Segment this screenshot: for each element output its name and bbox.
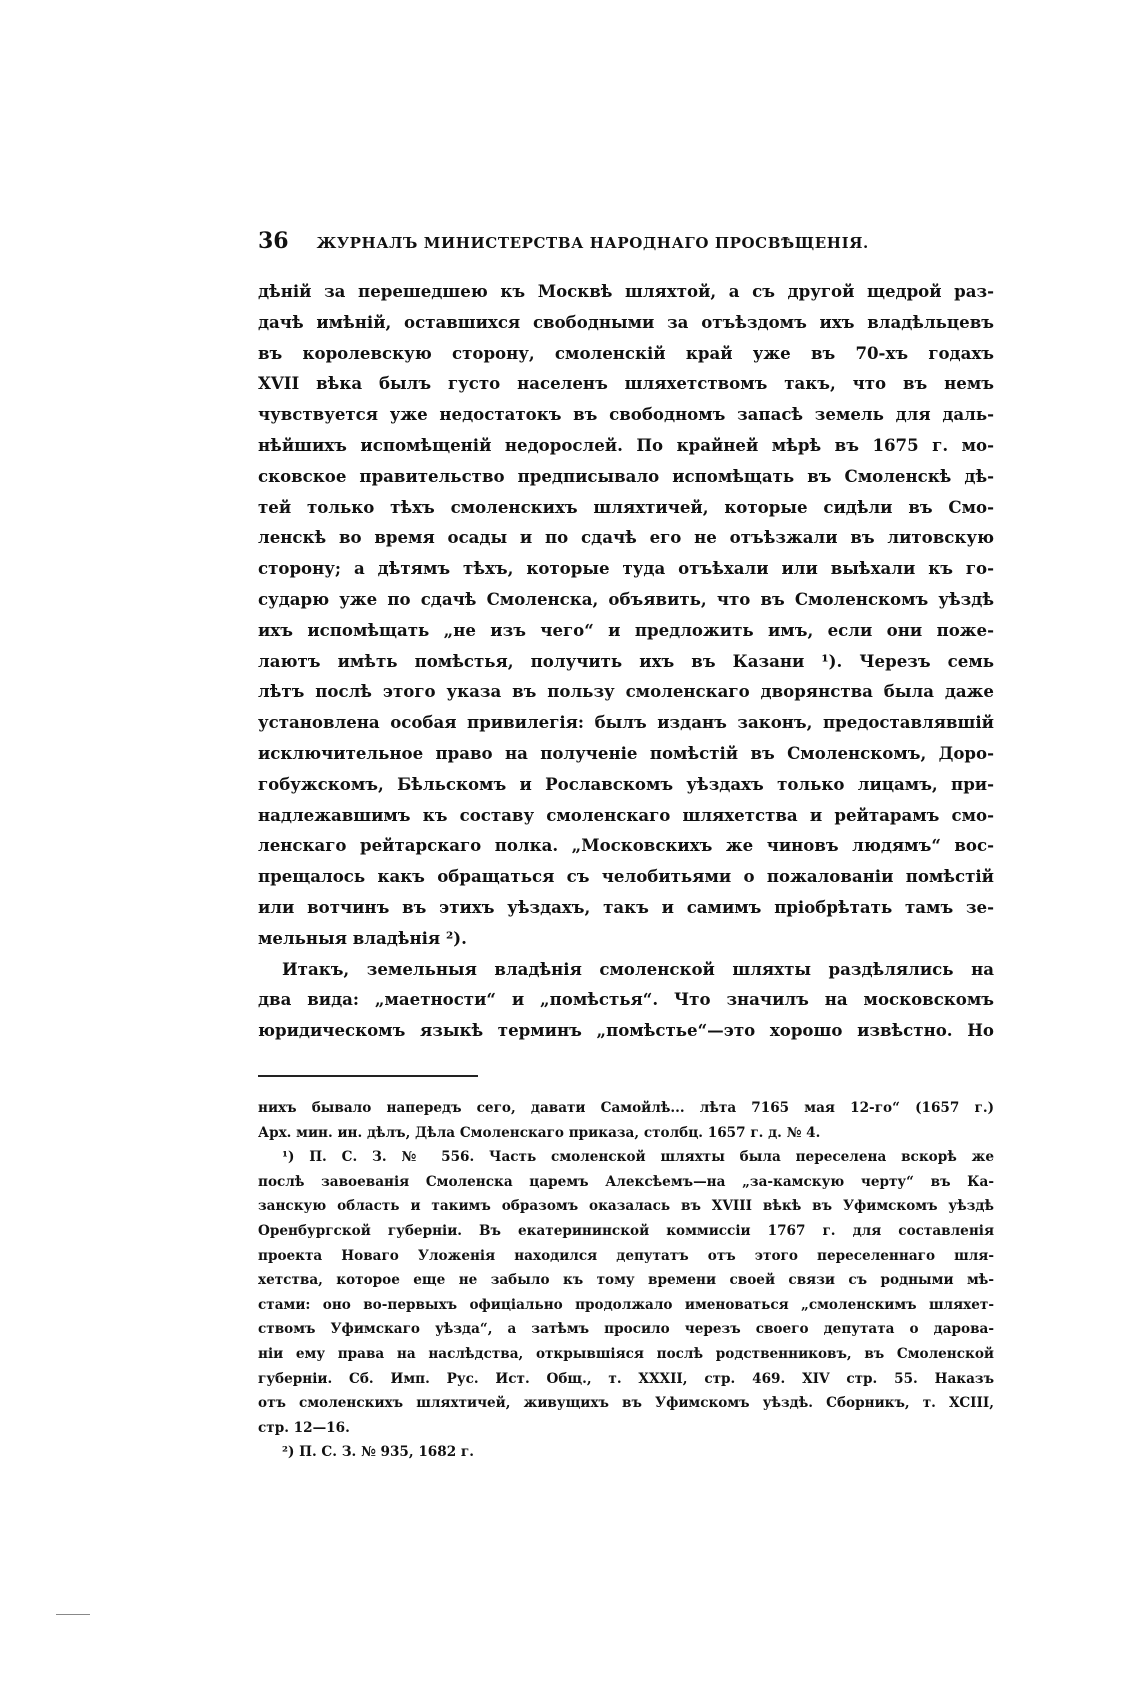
text-line: тей только тѣхъ смоленскихъ шляхтичей, которые сидѣли въ Смо-	[258, 496, 994, 517]
footnotes	[258, 1096, 994, 1465]
text-line: XVII вѣка былъ густо населенъ шляхетствомъ такъ, что въ немъ	[258, 373, 994, 394]
text-line: сударю уже по сдачѣ Смоленска, объявить, что въ Смоленскомъ уѣздѣ	[258, 588, 994, 609]
text-line: нѣйшихъ испомѣщеній недорослей. По крайней мѣрѣ въ 1675 г. мо-	[258, 434, 994, 455]
footnote-line: нихъ бывало напередъ сего, давати Самойлѣ... лѣта 7165 мая 12-го“ (1657 г.)	[258, 1100, 994, 1116]
text-line: юридическомъ языкѣ терминъ „помѣстье“—это хорошо извѣстно. Но	[258, 1020, 994, 1041]
footnote-line: Оренбургской губерніи. Въ екатерининской коммиссіи 1767 г. для составленія	[258, 1222, 994, 1239]
text-line: ихъ испомѣщать „не изъ чего“ и предложить имъ, если они поже-	[258, 619, 994, 640]
text-line: установлена особая привилегія: былъ изданъ законъ, предоставлявшій	[258, 712, 994, 733]
text-line: сковское правительство предписывало испомѣщать въ Смоленскѣ дѣ-	[258, 465, 994, 486]
text-line: въ королевскую сторону, смоленскій край уже въ 70-хъ годахъ	[258, 342, 994, 363]
text-line: гобужскомъ, Бѣльскомъ и Рославскомъ уѣздахъ только лицамъ, при-	[258, 773, 994, 794]
text-line: ленскѣ во время осады и по сдачѣ его не отъѣзжали въ литовскую	[258, 527, 994, 548]
scan-edge-mark	[56, 1614, 90, 1615]
text-line: прещалось какъ обращаться съ челобитьями о пожалованіи помѣстій	[258, 866, 994, 887]
text-line: или вотчинъ въ этихъ уѣздахъ, такъ и самимъ пріобрѣтать тамъ зе-	[258, 896, 994, 917]
footnote-line: ніи ему права на наслѣдства, открывшіяся послѣ родственниковъ, въ Смоленской	[258, 1345, 994, 1362]
footnote-line: ¹) П. С. З. № 556. Часть смоленской шляхты была переселена вскорѣ же	[282, 1149, 994, 1166]
footnote-line: послѣ завоеванія Смоленска царемъ Алексѣемъ—на „за-камскую черту“ въ Ка-	[258, 1173, 994, 1190]
text-line: мельныя владѣнія ²).	[258, 927, 467, 948]
text-line: ленскаго рейтарскаго полка. „Московскихъ же чиновъ людямъ“ вос-	[258, 835, 994, 856]
footnote-line: стами: оно во-первыхъ офиціально продолжало именоваться „смоленскимъ шляхет-	[258, 1296, 994, 1313]
page-header	[258, 228, 994, 262]
footnote-line: хетства, которое еще не забыло къ тому времени своей связи съ родными мѣ-	[258, 1272, 994, 1289]
text-line: лаютъ имѣть помѣстья, получить ихъ въ Казани ¹). Черезъ семь	[258, 650, 994, 671]
footnote-line: губерніи. Сб. Имп. Рус. Ист. Общ., т. XXXII, стр. 469. XIV стр. 55. Наказъ	[258, 1370, 994, 1387]
footnote-line: ²) П. С. З. № 935, 1682 г.	[282, 1444, 474, 1461]
page-number: 36	[258, 228, 289, 254]
text-line: дѣній за перешедшею къ Москвѣ шляхтой, а съ другой щедрой раз-	[258, 281, 994, 301]
main-text	[258, 276, 994, 1046]
footnote-line: проекта Новаго Уложенія находился депутатъ отъ этого переселеннаго шля-	[258, 1247, 994, 1264]
text-line: Итакъ, земельныя владѣнія смоленской шляхты раздѣлялись на	[282, 958, 994, 979]
footnote-line: ствомъ Уфимскаго уѣзда“, а затѣмъ просило черезъ своего депутата о дарова-	[258, 1321, 994, 1338]
footnote-line: занскую область и такимъ образомъ оказалась въ XVIII вѣкѣ въ Уфимскомъ уѣздѣ	[258, 1198, 994, 1215]
text-line: надлежавшимъ къ составу смоленскаго шляхетства и рейтарамъ смо-	[258, 804, 994, 825]
text-line: дачѣ имѣній, оставшихся свободными за отъѣздомъ ихъ владѣльцевъ	[258, 311, 994, 332]
text-line: два вида: „маетности“ и „помѣстья“. Что значилъ на московскомъ	[258, 989, 994, 1010]
running-title: ЖУРНАЛЪ МИНИСТЕРСТВА НАРОДНАГО ПРОСВѢЩЕНІЯ.	[316, 234, 869, 252]
footnote-line: стр. 12—16.	[258, 1419, 350, 1436]
text-line: лѣтъ послѣ этого указа въ пользу смоленскаго дворянства была даже	[258, 681, 994, 702]
footnote-separator	[258, 1075, 478, 1077]
text-line: исключительное право на полученіе помѣстій въ Смоленскомъ, Доро-	[258, 742, 994, 763]
text-line: сторону; а дѣтямъ тѣхъ, которые туда отъѣхали или выѣхали къ го-	[258, 558, 994, 579]
footnote-line: Арх. мин. ин. дѣлъ, Дѣла Смоленскаго приказа, столбц. 1657 г. д. № 4.	[258, 1124, 821, 1141]
text-line: чувствуется уже недостатокъ въ свободномъ запасѣ земель для даль-	[258, 404, 994, 425]
footnote-line: отъ смоленскихъ шляхтичей, живущихъ въ Уфимскомъ уѣздѣ. Сборникъ, т. XCIII,	[258, 1395, 994, 1412]
